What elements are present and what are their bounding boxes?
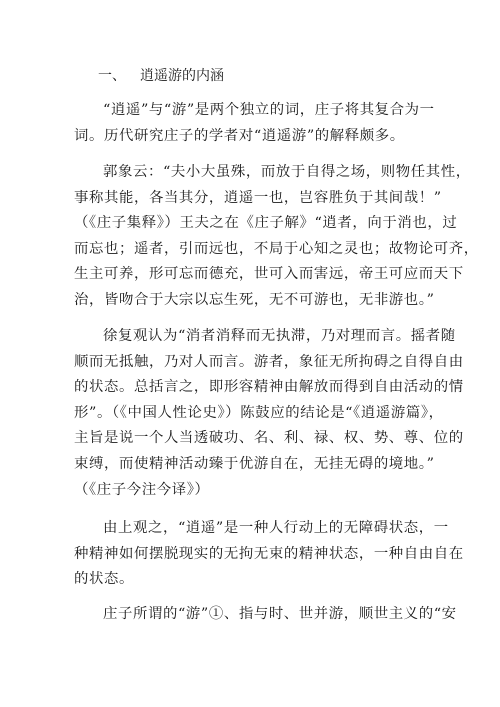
text-line: 治，皆吻合于大宗以忘生死，无不可游也，无非游也。” xyxy=(74,291,435,308)
text-line: 郭象云：“夫小大虽殊，而放于自得之场，则物任其性， xyxy=(103,164,471,180)
text-line: 的状态。总括言之，即形容精神由解放而得到自由活动的情 xyxy=(74,379,464,396)
paragraph-2 xyxy=(74,160,479,314)
text-line: 庄子所谓的“游”①、指与时、世并游，顺世主义的“安 xyxy=(103,606,457,622)
paragraph-5 xyxy=(74,602,457,628)
text-line: 顺而无抵触，乃对人而言。游者，象征无所拘碍之自得自由 xyxy=(74,353,464,370)
text-line: “逍遥”与“游”是两个独立的词，庄子将其复合为一 xyxy=(103,102,435,118)
text-line: 事称其能，各当其分，逍遥一也，岂容胜负于其间哉！” xyxy=(74,189,442,206)
text-line: 词。历代研究庄子的学者对“逍遥游”的解释颇多。 xyxy=(74,127,405,144)
section-heading xyxy=(98,66,224,86)
text-line: 由上观之，“逍遥”是一种人行动上的无障碍状态，一 xyxy=(103,520,449,536)
paragraph-1 xyxy=(74,98,434,149)
text-line: 徐复观认为“消者消释而无执滞，乃对理而言。摇者随 xyxy=(103,328,456,344)
paragraph-4 xyxy=(74,516,464,593)
text-line: 主旨是说一个人当透破功、名、利、禄、权、势、尊、位的 xyxy=(74,430,464,447)
paragraph-3 xyxy=(74,324,464,503)
text-line: 生主可养，形可忘而德充，世可入而害远，帝王可应而天下 xyxy=(74,266,464,283)
text-line: 而忘也；遥者，引而远也，不局于心知之灵也；故物论可齐， xyxy=(74,240,479,257)
text-line: 的状态。 xyxy=(74,571,134,588)
section-title: 逍遥游的内涵 xyxy=(140,68,224,84)
text-line: （《庄子集释》）王夫之在《庄子解》“逍者，向于消也，过 xyxy=(74,215,458,232)
text-line: 形”。（《中国人性论史》）陈鼓应的结论是“《逍遥游篇》， xyxy=(74,404,444,421)
text-line: （《庄子今注今译》） xyxy=(74,481,210,498)
section-number: 一、 xyxy=(98,68,126,84)
text-line: 束缚，而使精神活动臻于优游自在，无挂无碍的境地。” xyxy=(74,455,435,472)
text-line: 种精神如何摆脱现实的无拘无束的精神状态，一种自由自在 xyxy=(74,545,464,562)
